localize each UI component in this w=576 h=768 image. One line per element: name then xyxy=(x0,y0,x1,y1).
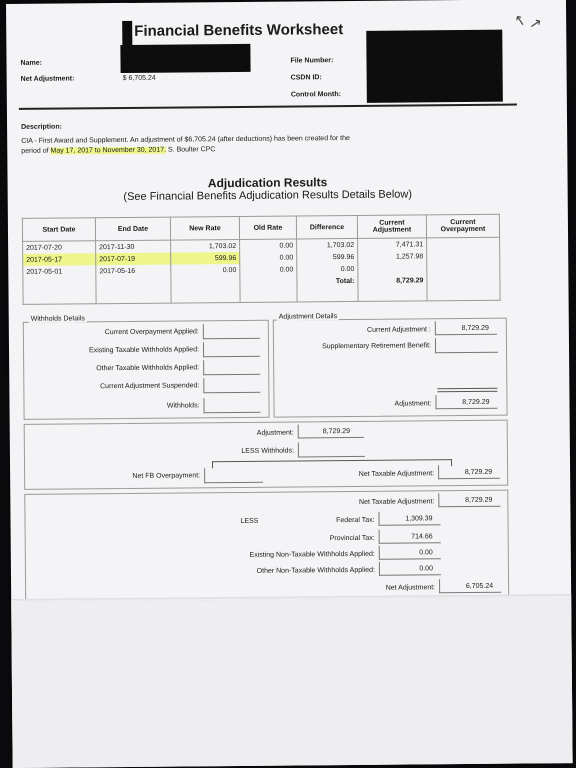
description-label: Description: xyxy=(21,123,62,131)
row-new-rate: 1,703.02 xyxy=(171,239,240,252)
row-difference: 599.96 xyxy=(297,251,358,264)
name-label: Name: xyxy=(20,59,42,67)
adjustment-suspended-label: Current Adjustment Suspended: xyxy=(100,382,200,391)
file-number-label: File Number: xyxy=(290,57,334,65)
page-title: Financial Benefits Worksheet xyxy=(134,21,344,40)
row-adjustment: 7,471.31 xyxy=(358,238,427,251)
row-start-date: 2017-05-01 xyxy=(23,265,96,278)
row-end-date: 2017-05-16 xyxy=(96,265,171,278)
total-empty-cell xyxy=(171,276,240,289)
net-fb-overpayment-label: Net FB Overpayment: xyxy=(132,472,201,480)
description-line-2 xyxy=(21,146,215,155)
worksheet-paper xyxy=(6,0,573,768)
row-overpayment xyxy=(427,250,500,263)
existing-non-taxable-value: 0.00 xyxy=(379,545,441,560)
paper-blank-lower xyxy=(11,597,572,768)
other-taxable-withholds-field xyxy=(203,360,260,375)
federal-tax-label: Federal Tax: xyxy=(336,516,375,525)
row-old-rate: 0.00 xyxy=(240,239,297,252)
summary-adjustment-value: 8,729.29 xyxy=(298,424,364,439)
net-fb-overpayment-field xyxy=(204,468,263,484)
net-taxable-adjustment-label: Net Taxable Adjustment: xyxy=(358,470,435,478)
supplementary-retirement-label: Supplementary Retirement Benefit: xyxy=(322,342,432,351)
row-new-rate: 599.96 xyxy=(171,252,240,265)
row-end-date: 2017-07-19 xyxy=(96,253,171,266)
adjustment-suspended-field xyxy=(203,378,260,393)
control-month-label: Control Month: xyxy=(290,91,341,99)
summary-adjustment-label: Adjustment: xyxy=(256,429,294,437)
total-value: 8,729.29 xyxy=(358,274,427,287)
row-overpayment xyxy=(427,237,500,250)
net-taxable-adjustment-value: 8,729.29 xyxy=(438,465,500,480)
col-end-date: End Date xyxy=(95,217,170,241)
less-label: LESS xyxy=(240,517,259,525)
supplementary-retirement-field xyxy=(435,338,498,354)
total-empty-cell xyxy=(96,277,171,290)
row-overpayment xyxy=(427,262,500,275)
other-non-taxable-label: Other Non-Taxable Withholds Applied: xyxy=(256,566,375,575)
row-start-date: 2017-05-17 xyxy=(23,253,96,266)
current-overpayment-applied-label: Current Overpayment Applied: xyxy=(104,328,199,337)
withholds-legend: Withholds Details xyxy=(30,315,85,323)
col-current-overpayment: Current Overpayment xyxy=(426,214,499,238)
row-adjustment xyxy=(358,262,427,275)
provincial-tax-label: Provincial Tax: xyxy=(329,534,375,543)
withholds-field xyxy=(203,398,260,413)
handwritten-mark-icon: ↖ ↗ xyxy=(512,10,543,33)
net-adjustment-header-value: $ 6,705.24 xyxy=(122,74,156,82)
row-start-date: 2017-07-20 xyxy=(23,241,96,254)
row-difference: 1,703.02 xyxy=(297,238,358,251)
col-difference: Difference xyxy=(296,215,357,239)
csdn-label: CSDN ID: xyxy=(290,74,322,82)
col-current-adjustment: Current Adjustment xyxy=(357,215,426,239)
results-table xyxy=(22,214,501,305)
final-net-adjustment-value: 6,705.24 xyxy=(439,579,501,594)
other-taxable-withholds-label: Other Taxable Withholds Applied: xyxy=(96,364,200,373)
taxes-net-taxable-label: Net Taxable Adjustment: xyxy=(358,498,435,506)
row-difference: 0.00 xyxy=(297,263,358,276)
description-period-highlight: May 17, 2017 to November 30, 2017. xyxy=(50,146,167,155)
current-adjustment-label: Current Adjustment : xyxy=(367,326,431,334)
row-end-date: 2017-11-30 xyxy=(96,240,171,253)
adjustment-details-legend: Adjustment Details xyxy=(278,313,338,321)
table-spacer-row xyxy=(23,286,500,305)
description-line-1: CIA - First Award and Supplement. An adjustment of $6,705.24 (after deductions) has been created for the xyxy=(21,135,350,145)
description-period-prefix: period of xyxy=(21,147,51,155)
row-new-rate: 0.00 xyxy=(171,264,240,277)
adjustment-label: Adjustment: xyxy=(394,400,432,408)
total-empty-cell xyxy=(427,274,500,287)
net-adjustment-label: Net Adjustment: xyxy=(20,75,75,83)
results-title: Adjudication Results xyxy=(207,175,328,191)
results-subtitle: (See Financial Benefits Adjudication Results Details Below) xyxy=(123,188,413,203)
existing-non-taxable-label: Existing Non-Taxable Withholds Applied: xyxy=(249,550,375,559)
redaction-name xyxy=(120,44,250,73)
current-adjustment-value: 8,729.29 xyxy=(435,321,497,336)
redaction-title-left xyxy=(122,21,132,47)
total-empty-cell xyxy=(23,277,96,290)
adjustment-total-rule xyxy=(437,388,497,393)
provincial-tax-value: 714.66 xyxy=(379,529,441,544)
total-empty-cell xyxy=(240,275,297,287)
less-withholds-field xyxy=(298,442,365,458)
col-old-rate: Old Rate xyxy=(239,216,296,239)
total-label: Total: xyxy=(297,275,358,288)
existing-taxable-withholds-field xyxy=(203,342,260,357)
description-signature: S. Boulter CPC xyxy=(166,146,216,154)
current-overpayment-applied-field xyxy=(203,324,260,339)
header-rule xyxy=(19,104,517,110)
row-old-rate: 0.00 xyxy=(240,251,297,263)
adjustment-value: 8,729.29 xyxy=(435,395,497,410)
other-non-taxable-value: 0.00 xyxy=(379,561,441,576)
redaction-file-info xyxy=(366,30,503,103)
row-old-rate: 0.00 xyxy=(240,263,297,275)
final-net-adjustment-label: Net Adjustment: xyxy=(385,584,436,592)
federal-tax-value: 1,309.39 xyxy=(378,511,440,526)
col-start-date: Start Date xyxy=(22,218,95,242)
taxes-net-taxable-value: 8,729.29 xyxy=(438,493,500,508)
less-withholds-label: LESS Withholds: xyxy=(241,447,294,455)
row-adjustment: 1,257.98 xyxy=(358,250,427,263)
existing-taxable-withholds-label: Existing Taxable Withholds Applied: xyxy=(88,346,200,355)
withholds-label: Withholds: xyxy=(166,402,200,410)
col-new-rate: New Rate xyxy=(170,216,239,240)
